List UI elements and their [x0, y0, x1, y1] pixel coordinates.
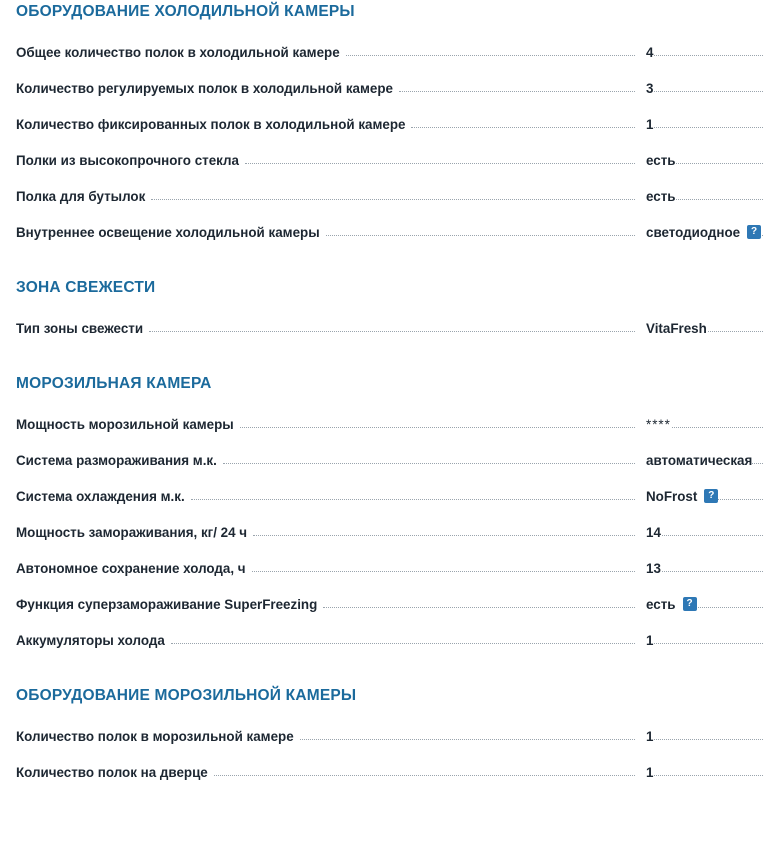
spec-row	[16, 212, 763, 248]
spec-row	[16, 440, 763, 476]
spec-row-value: 1	[646, 633, 654, 648]
spec-row-value: 1	[646, 117, 654, 132]
spec-row-value: NoFrost	[646, 489, 698, 504]
spec-row-group	[16, 308, 763, 344]
section-spacer	[16, 248, 763, 278]
spec-row-value: есть	[646, 597, 676, 612]
spec-row-group	[16, 716, 763, 788]
help-icon[interactable]: ?	[683, 597, 697, 611]
section-title: ОБОРУДОВАНИЕ МОРОЗИЛЬНОЙ КАМЕРЫ	[16, 687, 357, 704]
spec-row	[16, 68, 763, 104]
spec-row-value: 3	[646, 81, 654, 96]
spec-row-value-cell	[636, 81, 653, 104]
spec-section	[16, 0, 763, 248]
spec-row-label: Функция суперзамораживание SuperFreezing	[16, 597, 323, 620]
spec-row-label: Количество полок на дверце	[16, 765, 214, 788]
spec-row	[16, 548, 763, 584]
spec-row	[16, 476, 763, 512]
spec-row-value-cell	[636, 729, 653, 752]
spec-row	[16, 32, 763, 68]
section-spacer	[16, 656, 763, 686]
spec-row-value-cell	[636, 225, 761, 248]
spec-row-value-cell	[636, 153, 676, 176]
spec-row-group	[16, 32, 763, 248]
spec-row-value-cell	[636, 189, 676, 212]
spec-section	[16, 686, 763, 788]
spec-row-value: VitaFresh	[646, 321, 707, 336]
spec-row-value-cell	[636, 597, 697, 620]
spec-row-leader-dots	[171, 643, 763, 644]
help-icon[interactable]: ?	[747, 225, 761, 239]
spec-row-label: Автономное сохранение холода, ч	[16, 561, 252, 584]
spec-section	[16, 374, 763, 656]
spec-row-leader-dots	[411, 127, 763, 128]
spec-row-value-cell	[636, 765, 653, 788]
spec-row-label: Количество регулируемых полок в холодильной камере	[16, 81, 399, 104]
spec-row-label: Мощность морозильной камеры	[16, 417, 240, 440]
spec-row-leader-dots	[245, 163, 763, 164]
spec-row-label: Количество фиксированных полок в холодильной камере	[16, 117, 411, 140]
section-title: МОРОЗИЛЬНАЯ КАМЕРА	[16, 375, 212, 392]
spec-row-value: 14	[646, 525, 661, 540]
spec-row-leader-dots	[253, 535, 763, 536]
spec-row-label: Система размораживания м.к.	[16, 453, 223, 476]
spec-row-group	[16, 404, 763, 656]
spec-row-leader-dots	[323, 607, 763, 608]
spec-row	[16, 176, 763, 212]
spec-row-value: есть	[646, 189, 676, 204]
spec-row-value-cell	[636, 453, 752, 476]
spec-row-leader-dots	[252, 571, 763, 572]
spec-row-value: есть	[646, 153, 676, 168]
spec-row	[16, 140, 763, 176]
spec-row-value-cell	[636, 45, 653, 68]
spec-row-value: светодиодное	[646, 225, 741, 240]
spec-row-value-cell	[636, 489, 718, 512]
spec-row-label: Аккумуляторы холода	[16, 633, 171, 656]
spec-row-label: Тип зоны свежести	[16, 321, 149, 344]
spec-row	[16, 104, 763, 140]
spec-row-value: 13	[646, 561, 661, 576]
section-title: ОБОРУДОВАНИЕ ХОЛОДИЛЬНОЙ КАМЕРЫ	[16, 3, 355, 20]
spec-row-value-cell	[636, 633, 653, 656]
spec-row-label: Система охлаждения м.к.	[16, 489, 191, 512]
spec-row	[16, 512, 763, 548]
spec-row-value: автоматическая	[646, 453, 753, 468]
spec-row	[16, 584, 763, 620]
spec-row-value: 1	[646, 765, 654, 780]
spec-row-value-cell	[636, 117, 653, 140]
spec-row	[16, 620, 763, 656]
spec-row	[16, 404, 763, 440]
spec-row-leader-dots	[300, 739, 763, 740]
spec-row-value-cell	[636, 525, 661, 548]
spec-row-value-cell	[636, 321, 707, 344]
spec-row	[16, 308, 763, 344]
help-icon[interactable]: ?	[704, 489, 718, 503]
spec-row-leader-dots	[214, 775, 763, 776]
spec-row-leader-dots	[399, 91, 763, 92]
spec-row-value: 4	[646, 45, 654, 60]
spec-row-label: Мощность замораживания, кг/ 24 ч	[16, 525, 253, 548]
spec-row	[16, 716, 763, 752]
spec-row-label: Общее количество полок в холодильной камере	[16, 45, 346, 68]
spec-row-label: Количество полок в морозильной камере	[16, 729, 300, 752]
spec-row-label: Внутреннее освещение холодильной камеры	[16, 225, 326, 248]
spec-section	[16, 278, 763, 344]
section-title: ЗОНА СВЕЖЕСТИ	[16, 279, 156, 296]
spec-row-value-cell	[636, 417, 671, 440]
spec-row-value-cell	[636, 561, 661, 584]
spec-row-label: Полки из высокопрочного стекла	[16, 153, 245, 176]
section-spacer	[16, 344, 763, 374]
spec-row-value: ****	[646, 417, 671, 432]
spec-row-label: Полка для бутылок	[16, 189, 151, 212]
spec-row-leader-dots	[240, 427, 763, 428]
spec-row-value: 1	[646, 729, 654, 744]
spec-row	[16, 752, 763, 788]
spec-row-leader-dots	[346, 55, 763, 56]
